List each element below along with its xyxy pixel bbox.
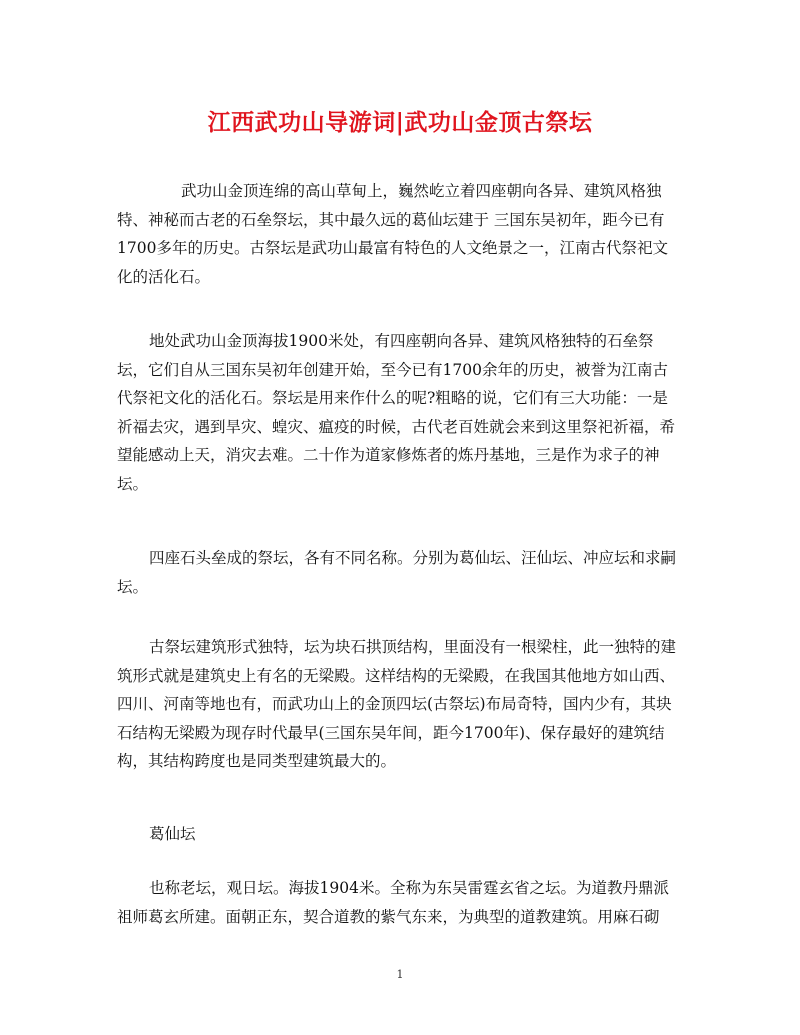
section-heading-gexian-altar [117, 820, 683, 849]
paragraph-intro [117, 177, 683, 291]
page-number: 1 [396, 968, 404, 981]
paragraph-gexian-altar [117, 874, 683, 931]
paragraph-text: 也称老坛，观日坛。海拔1904米。全称为东吴雷霆玄省之坛。为道教丹鼎派祖师葛玄所建。面朝正东，契合道教的紫气东来，为典型的道教建筑。用麻石砌 [117, 879, 669, 926]
document-title: 江西武功山导游词|武功山金顶古祭坛 [207, 109, 593, 136]
paragraph-altar-names [117, 544, 683, 601]
paragraph-text: 武功山金顶连绵的高山草甸上，巍然屹立着四座朝向各异、建筑风格独特、神秘而古老的石垒祭坛，其中最久远的葛仙坛建于 三国东吴初年，距今已有1700多年的历史。古祭坛是武功山最富有特色的人文绝景之一，江南古代祭祀文化的活化石。 [117, 182, 668, 286]
paragraph-text: 四座石头垒成的祭坛，各有不同名称。分别为葛仙坛、汪仙坛、冲应坛和求嗣坛。 [117, 549, 677, 596]
paragraph-architecture [117, 633, 683, 776]
section-heading-text: 葛仙坛 [149, 825, 196, 843]
paragraph-text: 地处武功山金顶海拔1900米处，有四座朝向各异、建筑风格独特的石垒祭坛，它们自从三国东吴初年创建开始，至今已有1700余年的历史，被誉为江南古代祭祀文化的活化石。祭坛是用来作什么的呢?粗略的说，它们有三大功能：一是祈福去灾，遇到旱灾、蝗灾、瘟疫的时候，古代老百姓就会来到这里祭祀祈福，希望能感动上天，消灾去难。二十作为道家修炼者的炼丹基地，三是作为求子的神坛。 [117, 332, 676, 493]
paragraph-location [117, 327, 683, 498]
paragraph-text: 古祭坛建筑形式独特，坛为块石拱顶结构，里面没有一根梁柱，此一独特的建筑形式就是建筑史上有名的无梁殿。这样结构的无梁殿，在我国其他地方如山西、四川、河南等地也有，而武功山上的金顶四坛(古祭坛)布局奇特，国内少有，其块石结构无梁殿为现存时代最早(三国东吴年间，距今1700年)、保存最好的建筑结构，其结构跨度也是同类型建筑最大的。 [117, 638, 677, 770]
